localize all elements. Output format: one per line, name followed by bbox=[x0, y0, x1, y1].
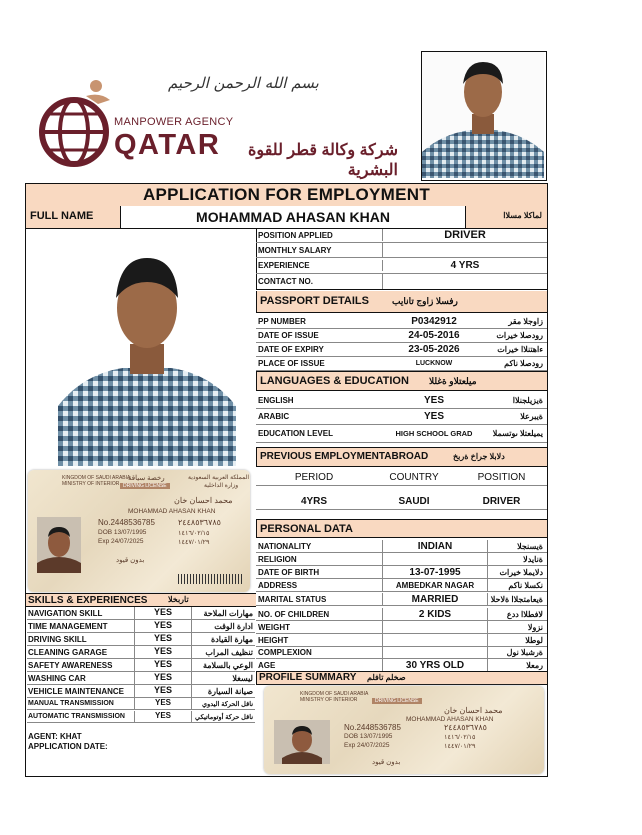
personal-value: INDIAN bbox=[382, 540, 488, 552]
personal-arabic: لافطلاا ددع bbox=[506, 609, 543, 619]
skill-row bbox=[27, 685, 255, 698]
agency-name-arabic: شركة وكالة قطر للقوة البشرية bbox=[248, 142, 398, 179]
skill-value: YES bbox=[134, 711, 192, 722]
personal-row bbox=[256, 553, 547, 566]
personal-value: 2 KIDS bbox=[382, 608, 488, 620]
date-of-issue-arabic: رودصلا خيرات bbox=[496, 331, 543, 340]
applicant-photo-small bbox=[421, 51, 547, 181]
contact-label: CONTACT NO. bbox=[258, 277, 313, 286]
personal-row bbox=[256, 579, 547, 592]
license-kingdom: KINGDOM OF SAUDI ARABIA bbox=[300, 691, 369, 697]
experience-value: 4 YRS bbox=[382, 260, 547, 271]
license-photo bbox=[37, 517, 81, 573]
personal-value bbox=[382, 621, 488, 633]
skill-arabic: صيانة السيارة bbox=[207, 686, 253, 696]
license-number: No.2448536785 bbox=[344, 723, 401, 732]
arabic-value: YES bbox=[423, 411, 444, 422]
personal-label: AGE bbox=[258, 660, 276, 670]
personal-arabic: نزولا bbox=[527, 622, 543, 632]
personal-arabic: دلايملا خيرات bbox=[499, 567, 543, 577]
passport-header bbox=[256, 291, 547, 313]
skill-arabic: ناقل حركة أوتوماتيكي bbox=[195, 713, 253, 721]
personal-arabic: رمعلا bbox=[526, 660, 543, 670]
agency-name-line1: MANPOWER AGENCY bbox=[114, 116, 234, 128]
skill-value: YES bbox=[134, 659, 192, 671]
license-type-arabic: رخصة سياقة bbox=[128, 475, 165, 482]
personal-label: DATE OF BIRTH bbox=[258, 567, 320, 577]
position-applied-label: POSITION APPLIED bbox=[258, 230, 333, 240]
license-expiry-arabic: ١٤٤٧/٠١/٢٩ bbox=[444, 743, 476, 750]
education-row bbox=[256, 425, 547, 443]
skill-value: YES bbox=[134, 685, 192, 697]
full-name-arabic: لماكلا مسلاا bbox=[503, 211, 542, 220]
application-date: APPLICATION DATE: bbox=[28, 742, 108, 751]
personal-arabic: ةيسنجلا bbox=[517, 541, 543, 551]
place-of-issue-arabic: رودصلا ناكم bbox=[504, 359, 543, 368]
languages-header bbox=[256, 371, 547, 391]
person-portrait-icon bbox=[274, 720, 330, 764]
personal-value bbox=[382, 634, 488, 646]
person-portrait-icon bbox=[58, 246, 236, 466]
skill-row bbox=[27, 646, 255, 659]
position-value: DRIVER bbox=[482, 496, 521, 507]
skill-value: YES bbox=[134, 672, 192, 684]
skill-arabic: ليسغلا bbox=[232, 673, 253, 683]
skills-header bbox=[26, 593, 256, 607]
personal-value: AMBEDKAR NAGAR bbox=[382, 579, 488, 591]
date-of-issue-label: DATE OF ISSUE bbox=[258, 331, 319, 340]
education-arabic: يميلعتلا ىوتسملا bbox=[492, 429, 543, 438]
license-dob-arabic: ١٤١٦/٠٢/١٥ bbox=[178, 530, 210, 537]
country-value: SAUDI bbox=[398, 496, 430, 507]
personal-value bbox=[382, 553, 488, 565]
previous-employment-row bbox=[256, 494, 547, 510]
profile-summary-title: PROFILE SUMMARY bbox=[259, 672, 357, 683]
personal-value bbox=[382, 646, 488, 658]
license-name-arabic: محمد احسان خان bbox=[174, 496, 233, 505]
license-name-arabic: محمد احسان خان bbox=[444, 706, 503, 715]
experience-label: EXPERIENCE bbox=[258, 261, 310, 270]
personal-data-title: PERSONAL DATA bbox=[260, 523, 353, 535]
contact-value bbox=[382, 274, 547, 289]
personal-label: COMPLEXION bbox=[258, 647, 312, 657]
agent-name: AGENT: KHAT bbox=[28, 732, 82, 741]
arabic-arabic: ةيبرعلا bbox=[520, 412, 543, 421]
skill-label: DRIVING SKILL bbox=[28, 634, 87, 644]
license-type: DRIVING LICENSE bbox=[372, 698, 422, 704]
license-expiry: Exp 24/07/2025 bbox=[344, 742, 390, 749]
skill-row bbox=[27, 633, 255, 646]
previous-employment-title-arabic: دلابلا جراخ ةربخ bbox=[453, 452, 505, 461]
skill-label: AUTOMATIC TRANSMISSION bbox=[28, 713, 125, 720]
personal-arabic: لوطلا bbox=[525, 635, 543, 645]
personal-label: NATIONALITY bbox=[258, 541, 312, 551]
english-arabic: ةيزيلجنلاا bbox=[512, 396, 543, 405]
place-of-issue-label: PLACE OF ISSUE bbox=[258, 359, 325, 368]
license-gov-arabic: المملكة العربية السعودية bbox=[188, 475, 250, 481]
skill-arabic: مهارة القيادة bbox=[211, 634, 253, 644]
skill-arabic: الوعي بالسلامة bbox=[202, 660, 253, 670]
position-applied-value: DRIVER bbox=[382, 229, 547, 241]
license-expiry: Exp 24/07/2025 bbox=[98, 538, 144, 545]
skill-value: YES bbox=[134, 633, 192, 645]
license-ministry: MINISTRY OF INTERIOR bbox=[300, 697, 358, 703]
license-dob: DOB 13/07/1995 bbox=[344, 733, 393, 740]
license-expiry-arabic: ١٤٤٧/٠١/٢٩ bbox=[178, 539, 210, 546]
monthly-salary-value bbox=[382, 243, 547, 257]
personal-label: MARITAL STATUS bbox=[258, 594, 327, 604]
date-of-expiry-label: DATE OF EXPIRY bbox=[258, 345, 324, 354]
form-title: APPLICATION FOR EMPLOYMENT bbox=[142, 185, 431, 204]
skills-title: SKILLS & EXPERIENCES bbox=[28, 595, 148, 606]
arabic-label: ARABIC bbox=[258, 412, 290, 421]
license-kingdom: KINGDOM OF SAUDI ARABIA bbox=[62, 475, 131, 481]
pp-number-row bbox=[256, 315, 547, 329]
skill-arabic: تنظيف المراب bbox=[205, 647, 253, 657]
personal-arabic: نكسلا ناكم bbox=[508, 580, 543, 590]
driving-license-image bbox=[28, 470, 250, 592]
english-value: YES bbox=[423, 395, 444, 406]
skill-arabic: مهارات الملاحة bbox=[203, 608, 253, 618]
contact-row bbox=[256, 274, 547, 290]
date-of-expiry-arabic: ءاهتنلاا خيرات bbox=[497, 345, 543, 354]
license-restriction-arabic: بدون قيود bbox=[116, 557, 145, 564]
country-column-header: COUNTRY bbox=[389, 471, 439, 483]
personal-row bbox=[256, 646, 547, 659]
license-restriction-arabic: بدون قيود bbox=[372, 759, 401, 766]
position-column-header: POSITION bbox=[477, 471, 526, 483]
skill-label: SAFETY AWARENESS bbox=[28, 660, 113, 670]
personal-label: RELIGION bbox=[258, 554, 297, 564]
skill-value: YES bbox=[134, 646, 192, 658]
personal-value: MARRIED bbox=[382, 593, 488, 605]
license-dob: DOB 13/07/1995 bbox=[98, 529, 147, 536]
skill-label: CLEANING GARAGE bbox=[28, 647, 108, 657]
skill-value: YES bbox=[134, 620, 192, 632]
driving-license-image-2 bbox=[264, 686, 544, 774]
skill-arabic: ناقل الحركة اليدوي bbox=[202, 700, 253, 708]
experience-row bbox=[256, 258, 547, 274]
skill-row bbox=[27, 711, 255, 723]
personal-data-header bbox=[256, 519, 547, 538]
education-value: HIGH SCHOOL GRAD bbox=[395, 429, 473, 438]
personal-row bbox=[256, 593, 547, 606]
license-type: DRIVING LICENSE bbox=[120, 483, 170, 489]
pp-number-value: P0342912 bbox=[411, 316, 457, 327]
languages-title-arabic: ميلعتلاو ةغللا bbox=[429, 376, 477, 386]
previous-employment-header bbox=[256, 447, 547, 467]
education-label: EDUCATION LEVEL bbox=[258, 429, 333, 438]
date-of-expiry-row bbox=[256, 343, 547, 357]
passport-title: PASSPORT DETAILS bbox=[260, 295, 369, 307]
personal-row bbox=[256, 540, 547, 553]
place-of-issue-value: LUCKNOW bbox=[415, 360, 453, 367]
bismillah-calligraphy: بسم الله الرحمن الرحيم bbox=[168, 74, 319, 92]
skill-row bbox=[27, 672, 255, 685]
person-portrait-icon bbox=[422, 52, 544, 178]
profile-summary-title-arabic: صخلم تافلم bbox=[367, 673, 406, 682]
profile-summary-header bbox=[256, 671, 547, 685]
personal-row bbox=[256, 608, 547, 621]
personal-arabic: ةرشبلا نول bbox=[506, 647, 543, 657]
license-photo bbox=[274, 720, 330, 764]
license-barcode bbox=[178, 574, 242, 584]
skills-title-arabic: تاربخلا bbox=[168, 595, 189, 604]
english-row bbox=[256, 393, 547, 409]
skill-label: NAVIGATION SKILL bbox=[28, 608, 103, 618]
license-ministry-arabic: وزارة الداخلية bbox=[204, 483, 239, 489]
position-row bbox=[256, 228, 547, 243]
personal-row bbox=[256, 621, 547, 634]
skill-row bbox=[27, 620, 255, 633]
personal-arabic: ةيعامتجلاا ةلاحلا bbox=[490, 594, 543, 604]
languages-title: LANGUAGES & EDUCATION bbox=[260, 375, 409, 387]
pp-number-arabic: زاوجلا مقر bbox=[508, 317, 543, 326]
arabic-row bbox=[256, 409, 547, 425]
personal-value: 30 YRS OLD bbox=[382, 659, 488, 671]
skill-label: MANUAL TRANSMISSION bbox=[28, 700, 114, 707]
license-name: MOHAMMAD AHASAN KHAN bbox=[128, 508, 216, 515]
period-value: 4YRS bbox=[300, 496, 328, 507]
period-column-header: PERIOD bbox=[294, 471, 334, 483]
skill-arabic: ادارة الوقت bbox=[214, 621, 253, 631]
license-ministry: MINISTRY OF INTERIOR bbox=[62, 481, 120, 487]
salary-row bbox=[256, 243, 547, 258]
license-number: No.2448536785 bbox=[98, 518, 155, 527]
personal-label: ADDRESS bbox=[258, 580, 298, 590]
skill-row bbox=[27, 607, 255, 620]
date-of-expiry-value: 23-05-2026 bbox=[408, 344, 460, 355]
personal-label: NO. OF CHILDREN bbox=[258, 609, 330, 619]
monthly-salary-label: MONTHLY SALARY bbox=[258, 245, 332, 255]
full-name-label: FULL NAME bbox=[30, 210, 94, 222]
full-name-value: MOHAMMAD AHASAN KHAN bbox=[196, 209, 390, 225]
skill-value: YES bbox=[134, 607, 192, 619]
passport-title-arabic: رفسلا زاوج تانايب bbox=[392, 296, 458, 306]
license-number-arabic: ٢٤٤٨٥٣٦٧٨٥ bbox=[444, 723, 487, 732]
place-of-issue-row bbox=[256, 357, 547, 371]
pp-number-label: PP NUMBER bbox=[258, 317, 306, 326]
skill-value: YES bbox=[134, 698, 192, 709]
personal-arabic: ةنايدلا bbox=[523, 554, 543, 564]
license-name: MOHAMMAD AHASAN KHAN bbox=[406, 716, 494, 723]
agency-logo bbox=[38, 72, 398, 187]
previous-employment-title: PREVIOUS EMPLOYMENTABROAD bbox=[260, 451, 429, 462]
license-dob-arabic: ١٤١٦/٠٢/١٥ bbox=[444, 734, 476, 741]
skill-label: VEHICLE MAINTENANCE bbox=[28, 686, 125, 696]
skill-label: WASHING CAR bbox=[28, 673, 86, 683]
applicant-photo-large bbox=[58, 246, 236, 466]
agency-name-line2: QATAR bbox=[114, 129, 221, 161]
previous-employment-columns bbox=[256, 469, 547, 486]
date-of-issue-row bbox=[256, 329, 547, 343]
skill-row bbox=[27, 698, 255, 710]
skill-row bbox=[27, 659, 255, 672]
personal-label: WEIGHT bbox=[258, 622, 290, 632]
skill-label: TIME MANAGEMENT bbox=[28, 621, 108, 631]
personal-value: 13-07-1995 bbox=[382, 566, 488, 578]
license-number-arabic: ٢٤٤٨٥٣٦٧٨٥ bbox=[178, 518, 221, 527]
personal-row bbox=[256, 566, 547, 579]
personal-label: HEIGHT bbox=[258, 635, 289, 645]
date-of-issue-value: 24-05-2016 bbox=[408, 330, 460, 341]
person-portrait-icon bbox=[37, 517, 81, 573]
english-label: ENGLISH bbox=[258, 396, 294, 405]
